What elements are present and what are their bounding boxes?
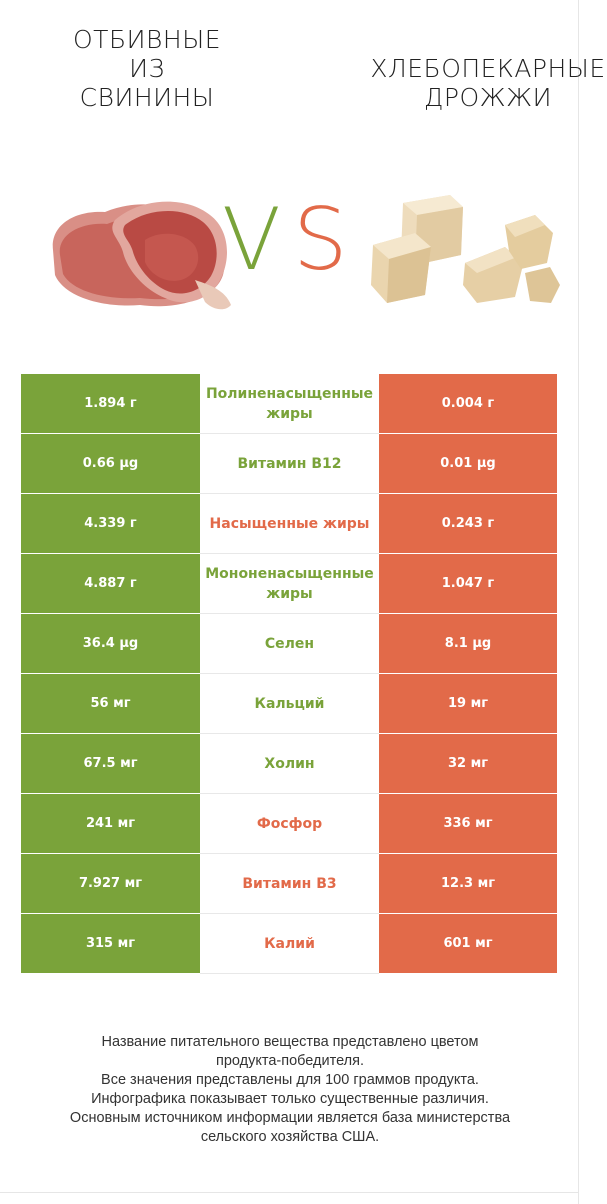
nutrient-name: Полиненасыщенные жиры — [205, 385, 374, 422]
right-value: 1.047 г — [379, 554, 557, 613]
left-value: 56 мг — [21, 674, 200, 733]
footer-line: Инфографика показывает только существенные различия. — [91, 1091, 489, 1107]
right-value: 0.243 г — [379, 494, 557, 553]
left-value: 36.4 µg — [21, 614, 200, 673]
footer-line: Основным источником информации является база министерства — [69, 1110, 511, 1126]
right-border-line — [578, 0, 579, 1204]
nutrient-name: Холин — [264, 755, 315, 772]
left-value: 1.894 г — [21, 374, 200, 433]
left-value: 67.5 мг — [21, 734, 200, 793]
nutrient-name: Витамин B3 — [242, 875, 337, 892]
left-title-line: ОТБИВНЫЕ — [73, 25, 221, 54]
table-row — [21, 734, 557, 794]
footer-line: Все значения представлены для 100 граммов продукта. — [101, 1072, 479, 1088]
right-title-line: ДРОЖЖИ — [423, 83, 552, 112]
bottom-border-line — [0, 1192, 578, 1193]
left-value: 315 мг — [21, 914, 200, 973]
comparison-table — [21, 374, 557, 974]
nutrient-name: Витамин B12 — [237, 455, 342, 472]
right-value: 336 мг — [379, 794, 557, 853]
nutrient-name: Селен — [264, 635, 315, 652]
table-row — [21, 794, 557, 854]
table-row — [21, 854, 557, 914]
left-value: 7.927 мг — [21, 854, 200, 913]
table-row — [21, 494, 557, 554]
table-row — [21, 434, 557, 494]
table-row — [21, 914, 557, 974]
left-value: 4.339 г — [21, 494, 200, 553]
nutrient-name: Кальций — [254, 695, 325, 712]
footer-note — [10, 1033, 570, 1147]
table-row — [21, 374, 557, 434]
right-value: 12.3 мг — [379, 854, 557, 913]
yeast-image — [365, 185, 565, 310]
right-value: 32 мг — [379, 734, 557, 793]
left-title-line: СВИНИНЫ — [79, 83, 215, 112]
right-value: 0.004 г — [379, 374, 557, 433]
vs-letter-v: V — [222, 190, 281, 290]
right-value: 601 мг — [379, 914, 557, 973]
vs-letter-s: S — [293, 190, 348, 290]
right-title-line: ХЛЕБОПЕКАРНЫЕ — [370, 54, 606, 83]
left-value: 4.887 г — [21, 554, 200, 613]
left-product-title — [22, 25, 272, 112]
table-row — [21, 554, 557, 614]
right-product-title — [348, 54, 607, 112]
footer-line: Название питательного вещества представлено цветом — [101, 1034, 479, 1050]
table-row — [21, 674, 557, 734]
nutrient-name: Калий — [264, 935, 315, 952]
table-row — [21, 614, 557, 674]
nutrient-name: Фосфор — [256, 815, 323, 832]
left-title-line: ИЗ — [129, 54, 165, 83]
footer-line: продукта-победителя. — [215, 1053, 365, 1069]
nutrient-name: Мононенасыщенные жиры — [205, 565, 374, 602]
left-value: 0.66 µg — [21, 434, 200, 493]
right-value: 8.1 µg — [379, 614, 557, 673]
footer-line: сельского хозяйства США. — [200, 1129, 380, 1145]
pork-chop-image — [45, 180, 235, 315]
left-value: 241 мг — [21, 794, 200, 853]
row-divider — [200, 973, 379, 974]
right-value: 0.01 µg — [379, 434, 557, 493]
right-value: 19 мг — [379, 674, 557, 733]
nutrient-name: Насыщенные жиры — [209, 515, 370, 532]
